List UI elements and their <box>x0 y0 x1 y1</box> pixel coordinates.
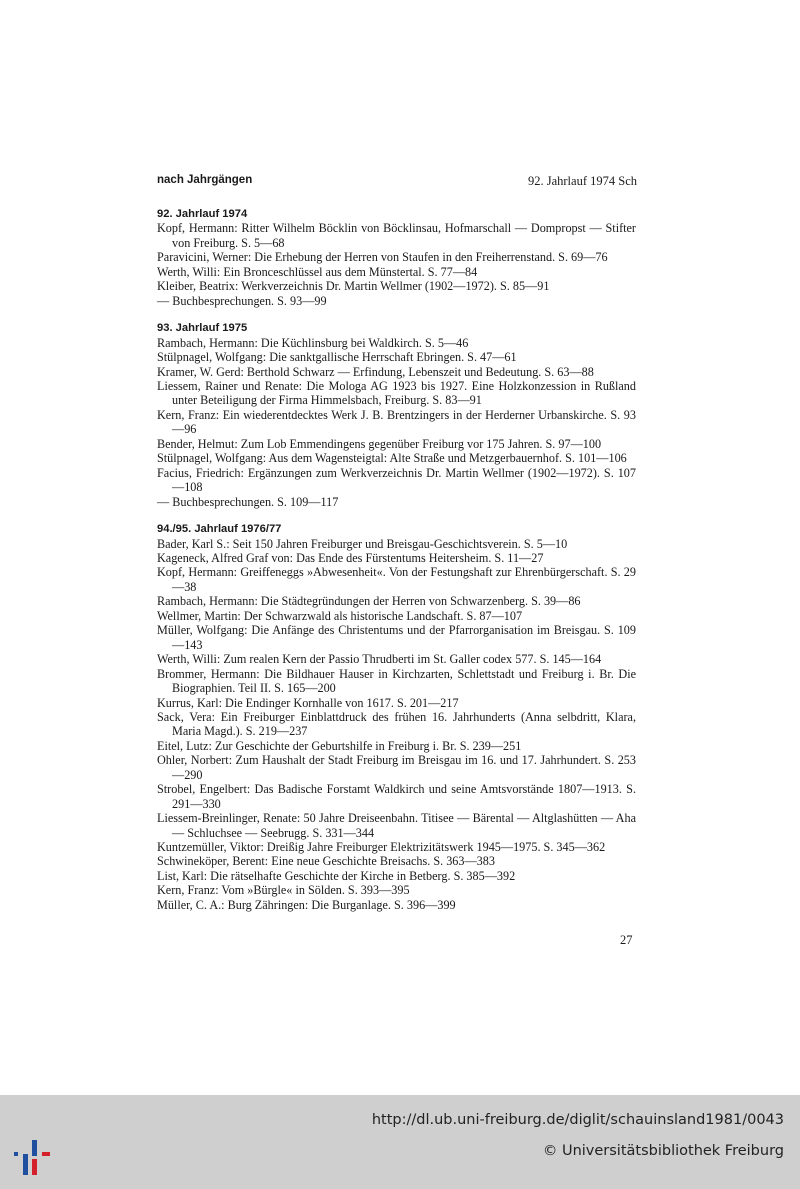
article-entry: Liessem-Breinlinger, Renate: 50 Jahre Dreiseenbahn. Titisee — Bärental — Altglashütten — Aha — Schluchsee — Seebrugg. S. 331—344 <box>157 811 636 840</box>
article-entry: Kageneck, Alfred Graf von: Das Ende des Fürstentums Heitersheim. S. 11—27 <box>157 550 544 565</box>
article-entry: Kleiber, Beatrix: Werkverzeichnis Dr. Martin Wellmer (1902—1972). S. 85—91 <box>157 279 550 294</box>
page-number: 27 <box>620 933 633 947</box>
article-entry: Eitel, Lutz: Zur Geschichte der Geburtshilfe in Freiburg i. Br. S. 239—251 <box>157 738 522 753</box>
article-entry: Bader, Karl S.: Seit 150 Jahren Freiburger und Breisgau-Geschichtsverein. S. 5—10 <box>157 536 568 551</box>
article-entry: List, Karl: Die rätselhafte Geschichte der Kirche in Betberg. S. 385—392 <box>157 868 516 883</box>
volume-section <box>157 207 636 308</box>
bibliography-list <box>157 207 636 925</box>
article-entry: Kuntzemüller, Viktor: Dreißig Jahre Freiburger Elektrizitätswerk 1945—1975. S. 345—362 <box>157 840 606 855</box>
article-entry: Facius, Friedrich: Ergänzungen zum Werkverzeichnis Dr. Martin Wellmer (1902—1972). S. 107—108 <box>157 465 636 495</box>
article-entry: Schwineköper, Berent: Eine neue Geschichte Breisachs. S. 363—383 <box>157 854 495 869</box>
article-entry: Werth, Willi: Ein Bronceschlüssel aus dem Münstertal. S. 77—84 <box>157 264 478 279</box>
article-entry: Rambach, Hermann: Die Küchlinsburg bei Waldkirch. S. 5—46 <box>157 335 469 350</box>
article-entry: Ohler, Norbert: Zum Haushalt der Stadt Freiburg im Breisgau im 16. und 17. Jahrhundert. S. 253—290 <box>157 753 636 782</box>
article-entry: Müller, C. A.: Burg Zähringen: Die Burganlage. S. 396—399 <box>157 897 456 912</box>
article-entry: Sack, Vera: Ein Freiburger Einblattdruck des frühen 16. Jahrhunderts (Anna selbdritt, Klara, Maria Magd.). S. 219—237 <box>157 709 636 739</box>
header-left: nach Jahrgängen <box>157 174 253 186</box>
article-entry: Stülpnagel, Wolfgang: Die sanktgallische Herrschaft Ebringen. S. 47—61 <box>157 350 517 365</box>
article-entry: Wellmer, Martin: Der Schwarzwald als historische Landschaft. S. 87—107 <box>157 608 523 623</box>
article-entry: Paravicini, Werner: Die Erhebung der Herren von Staufen in den Freiherrenstand. S. 69—76 <box>157 250 608 265</box>
source-url[interactable]: http://dl.ub.uni-freiburg.de/diglit/schauinsland1981/0043 <box>371 1112 784 1128</box>
article-entry: Kurrus, Karl: Die Endinger Kornhalle von 1617. S. 201—217 <box>157 695 459 710</box>
article-entry: Werth, Willi: Zum realen Kern der Passio Thrudberti im St. Galler codex 577. S. 145—164 <box>157 652 602 667</box>
library-footer <box>0 1095 800 1189</box>
ub-freiburg-logo-icon <box>12 1135 52 1175</box>
article-entry: Brommer, Hermann: Die Bildhauer Hauser in Kirchzarten, Schlettstadt und Freiburg i. Br. Die Biographien. Teil II. S. 165—200 <box>157 666 636 696</box>
article-entry: Strobel, Engelbert: Das Badische Forstamt Waldkirch und seine Amtsvorstände 1807—1913. S. 291—330 <box>157 782 636 811</box>
article-entry: — Buchbesprechungen. S. 109—117 <box>157 494 339 509</box>
article-entry: Kern, Franz: Ein wiederentdecktes Werk J. B. Brentzingers in der Herderner Urbanskirche. S. 93—96 <box>157 407 636 437</box>
volume-section <box>157 321 636 509</box>
article-entry: Müller, Wolfgang: Die Anfänge des Christentums und der Pfarrorganisation im Breisgau. S. 109—143 <box>157 623 636 652</box>
volume-section <box>157 522 636 912</box>
article-entry: Kopf, Hermann: Ritter Wilhelm Böcklin von Böcklinsau, Hofmarschall — Dompropst — Stifter von Freiburg. S. 5—68 <box>157 221 636 250</box>
article-entry: Kopf, Hermann: Greiffeneggs »Abwesenheit«. Von der Festungshaft zur Ehrenbürgerschaft. S. 29—38 <box>157 565 636 594</box>
article-entry: Liessem, Rainer und Renate: Die Mologa AG 1923 bis 1927. Eine Holzkonzession in Rußland unter Beteiligung der Firma Himmelsbach, Freiburg. S. 83—91 <box>157 378 636 408</box>
article-entry: — Buchbesprechungen. S. 93—99 <box>157 293 327 308</box>
article-entry: Stülpnagel, Wolfgang: Aus dem Wagensteigtal: Alte Straße und Metzgerbauernhof. S. 101—106 <box>157 451 627 466</box>
article-entry: Rambach, Hermann: Die Städtegründungen der Herren von Schwarzenberg. S. 39—86 <box>157 594 581 609</box>
volume-title: 94./95. Jahrlauf 1976/77 <box>157 523 282 536</box>
article-entry: Kramer, W. Gerd: Berthold Schwarz — Erfindung, Lebenszeit und Bedeutung. S. 63—88 <box>157 364 594 379</box>
copyright-notice: © Universitätsbibliothek Freiburg <box>542 1143 784 1159</box>
volume-title: 93. Jahrlauf 1975 <box>157 322 248 335</box>
article-entry: Bender, Helmut: Zum Lob Emmendingens gegenüber Freiburg vor 175 Jahren. S. 97—100 <box>157 436 602 451</box>
header-right: 92. Jahrlauf 1974 Sch <box>527 174 637 188</box>
article-entry: Kern, Franz: Vom »Bürgle« in Sölden. S. 393—395 <box>157 883 410 898</box>
volume-title: 92. Jahrlauf 1974 <box>157 208 248 220</box>
running-header <box>157 174 637 192</box>
